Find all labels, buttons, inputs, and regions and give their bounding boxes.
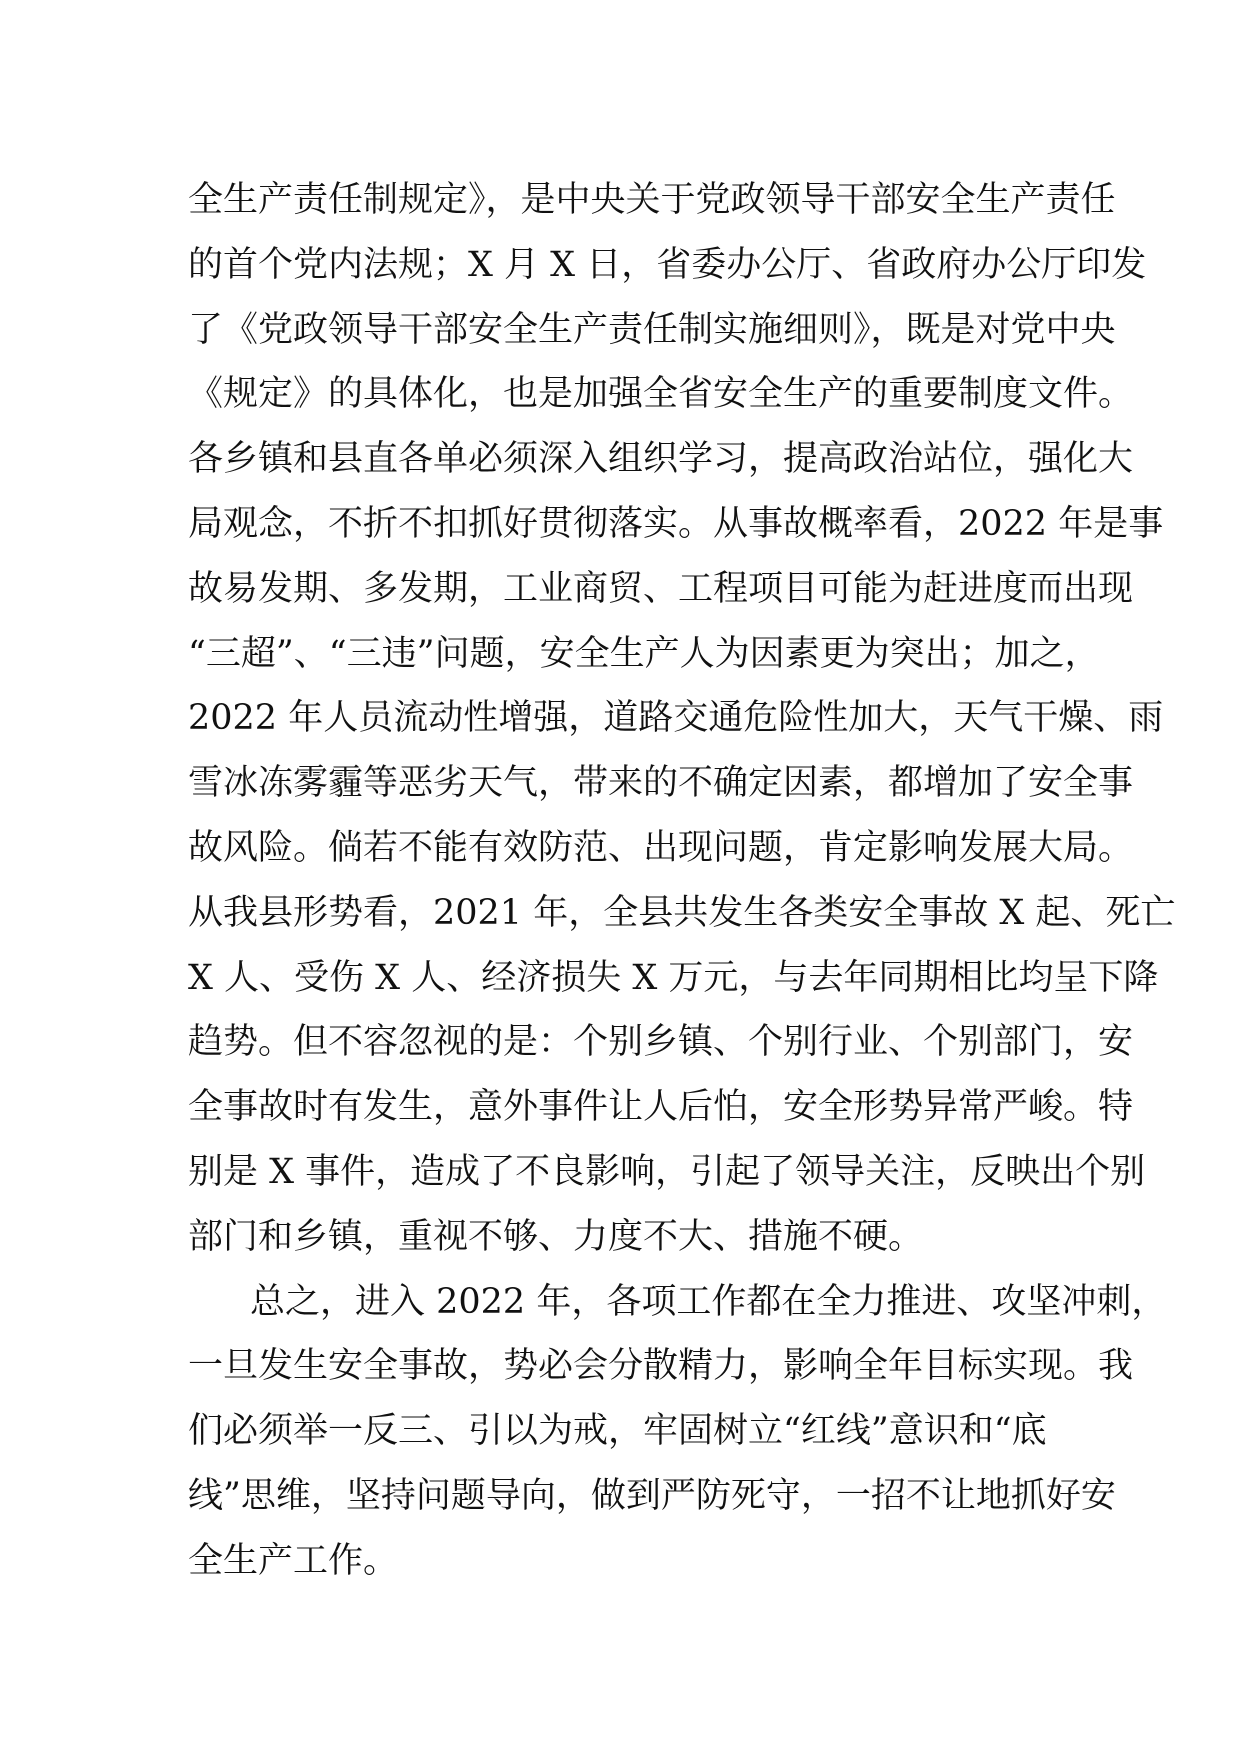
text-line: 全生产责任制规定》，是中央关于党政领导干部安全生产责任 [188, 180, 1116, 220]
text-line: 故易发期、多发期，工业商贸、工程项目可能为赶进度而出现 [188, 568, 1134, 609]
text-line: 们必须举一反三、引以为戒，牢固树立“红线”意识和“底 [188, 1411, 1047, 1452]
text-line: 全生产工作。 [188, 1540, 399, 1581]
body-text [188, 168, 1176, 1594]
text-line: 《规定》的具体化，也是加强全省安全生产的重要制度文件。 [188, 374, 1134, 415]
text-line: 各乡镇和县直各单必须深入组织学习，提高政治站位，强化大 [188, 439, 1134, 480]
text-line: 的首个党内法规；X 月 X 日，省委办公厅、省政府办公厅印发 [188, 244, 1147, 285]
text-line: 局观念，不折不扣抓好贯彻落实。从事故概率看，2022 年是事 [188, 503, 1164, 544]
text-line: 部门和乡镇，重视不够、力度不大、措施不硬。 [188, 1216, 924, 1257]
text-line: 趋势。但不容忽视的是：个别乡镇、个别行业、个别部门，安 [188, 1022, 1134, 1063]
text-line: 雪冰冻雾霾等恶劣天气，带来的不确定因素，都增加了安全事 [188, 763, 1134, 804]
text-line: “三超”、“三违”问题，安全生产人为因素更为突出；加之， [188, 633, 1100, 674]
text-line: 了《党政领导干部安全生产责任制实施细则》，既是对党中央 [188, 309, 1116, 350]
text-line: 一旦发生安全事故，势必会分散精力，影响全年目标实现。我 [188, 1346, 1134, 1387]
text-line: 全事故时有发生，意外事件让人后怕，安全形势异常严峻。特 [188, 1087, 1134, 1128]
text-line: 线”思维，坚持问题导向，做到严防死守，一招不让地抓好安 [188, 1475, 1116, 1516]
paragraph-start-line: 总之，进入 2022 年，各项工作都在全力推进、攻坚冲刺， [250, 1281, 1167, 1322]
text-line: 2022 年人员流动性增强，道路交通危险性加大，天气干燥、雨 [188, 698, 1164, 739]
text-line: 从我县形势看，2021 年，全县共发生各类安全事故 X 起、死亡 [188, 892, 1176, 933]
text-line: 故风险。倘若不能有效防范、出现问题，肯定影响发展大局。 [188, 827, 1134, 868]
text-line: 别是 X 事件，造成了不良影响，引起了领导关注，反映出个别 [188, 1151, 1146, 1192]
text-line: X 人、受伤 X 人、经济损失 X 万元，与去年同期相比均呈下降 [188, 957, 1159, 998]
